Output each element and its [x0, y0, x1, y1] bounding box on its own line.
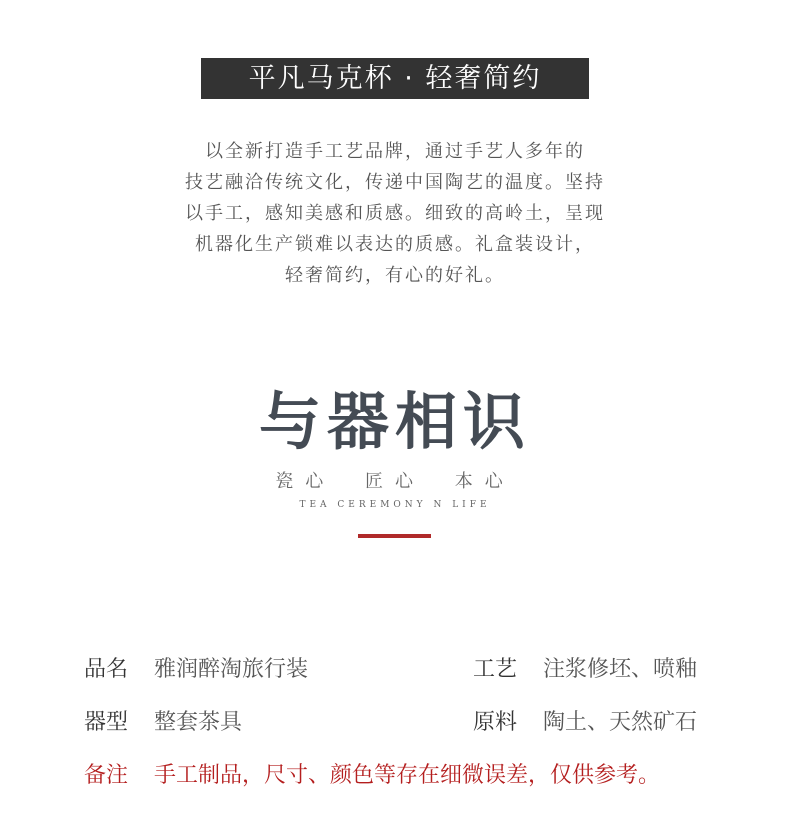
spec-value: 雅润醉淘旅行装	[154, 657, 309, 682]
note-label: 备注	[84, 763, 129, 788]
spec-label: 品名	[84, 657, 129, 682]
intro-line: 以手工，感知美感和质感。细致的高岭土，呈现	[185, 203, 605, 224]
intro-line: 机器化生产锁难以表达的质感。礼盒装设计，	[195, 234, 595, 255]
subtitle-item: 瓷心	[275, 471, 336, 492]
intro-line: 以全新打造手工艺品牌，通过手艺人多年的	[205, 141, 585, 162]
english-subtitle: TEA CEREMONY N LIFE	[299, 500, 491, 510]
spec-note	[84, 761, 660, 791]
title-banner: 平凡马克杯 · 轻奢简约	[201, 58, 589, 99]
spec-label: 器型	[84, 710, 129, 735]
subtitle-item: 匠心	[365, 471, 425, 492]
note-value: 手工制品，尺寸、颜色等存在细微误差，仅供参考。	[154, 763, 661, 788]
spec-label: 原料	[473, 710, 518, 735]
accent-divider	[358, 534, 431, 538]
intro-line: 技艺融洽传统文化，传递中国陶艺的温度。坚持	[185, 172, 605, 193]
spec-label: 工艺	[473, 657, 518, 682]
spec-value: 整套茶具	[154, 710, 243, 735]
subtitle-item: 本心	[454, 471, 515, 492]
spec-product-name	[84, 655, 308, 685]
spec-type	[84, 708, 242, 738]
spec-value: 陶土、天然矿石	[543, 710, 698, 735]
intro-line: 轻奢简约，有心的好礼。	[285, 265, 505, 286]
section-heading: 与器相识	[258, 385, 531, 458]
section-subtitle	[195, 467, 595, 493]
spec-value: 注浆修坯、喷釉	[543, 657, 698, 682]
spec-material	[473, 708, 697, 738]
spec-craft	[473, 655, 697, 685]
intro-paragraph	[130, 136, 660, 291]
